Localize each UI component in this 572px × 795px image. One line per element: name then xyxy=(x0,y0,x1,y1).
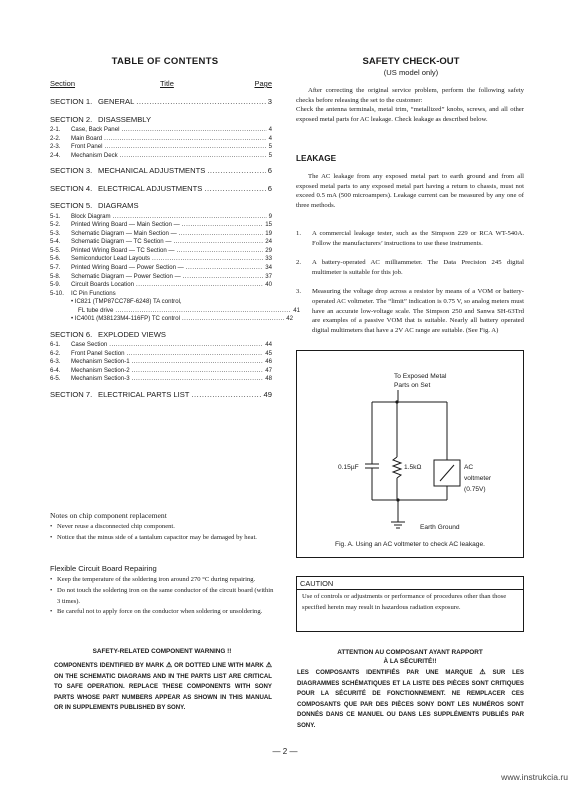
toc-number: SECTION 1. xyxy=(50,97,93,106)
toc-leader xyxy=(183,273,263,280)
toc-entry-title: Printed Wiring Board — TC Section — xyxy=(71,246,175,254)
toc-entry-title: Circuit Boards Location xyxy=(71,281,134,289)
toc-leader xyxy=(132,375,264,382)
toc-row xyxy=(50,221,272,228)
french-warning-text: SUR LES DIAGRAMMES SCHÉMATIQUES ET LA LISTE DES PIÈCES SONT CRITIQUES POUR LA SÉCURITÉ DE FONCTIONNEMENT. NE REMPLACER CES COMPOSANTS QUE PAR DES PIÈCES SONY DONT LES NUMÉROS SONT DONNÉS DANS CE MANUEL OU DANS LES SUPPLÉMENTS PUBLIÉS PAR SONY. xyxy=(297,669,524,729)
toc-number: SECTION 2. xyxy=(50,114,93,124)
method-text: A commercial leakage tester, such as the Simpson 229 or RCA WT-540A. Follow the manufacturers’ instructions to use these instruments. xyxy=(312,230,524,247)
toc-page: 3 xyxy=(267,97,272,106)
toc-entry-title: Mechanism Section-3 xyxy=(71,375,130,383)
toc-leader xyxy=(182,315,284,322)
toc-page: 9 xyxy=(268,212,272,220)
toc-entry-title: Mechanism Section-2 xyxy=(71,366,130,374)
resistor-label: 1.5kΩ xyxy=(404,464,422,471)
toc-number: 5-4. xyxy=(50,238,61,246)
toc-row xyxy=(50,358,272,365)
toc-number: SECTION 5. xyxy=(50,201,93,211)
safety-warning-text: COMPONENTS IDENTIFIED BY MARK xyxy=(54,662,166,669)
toc-page: 47 xyxy=(265,366,272,374)
toc-number: 5-7. xyxy=(50,263,61,271)
toc-leader xyxy=(179,230,264,237)
toc-row xyxy=(50,330,272,339)
toc-page: 37 xyxy=(265,272,272,280)
caution-text: Use of controls or adjustments or performance of procedures other than those specified herein may result in hazardous radiation exposure. xyxy=(302,593,507,611)
safety-warning-title: SAFETY-RELATED COMPONENT WARNING !! xyxy=(92,648,232,655)
toc-page: 5 xyxy=(268,143,272,151)
intro-paragraph: Check the antenna terminals, metal trim, “metallized” knobs, screws, and all other exposed metal parts for AC leakage. Check leakage as described below. xyxy=(296,106,524,123)
toc-number: 6-2. xyxy=(50,349,61,357)
toc-number: 5-10. xyxy=(50,289,64,297)
toc-page: 6 xyxy=(267,183,272,193)
leakage-methods xyxy=(296,229,524,345)
toc-row xyxy=(50,201,272,210)
toc-page: 46 xyxy=(265,358,272,366)
toc-number: SECTION 6. xyxy=(50,329,93,339)
safety-warning-text: OR DOTTED LINE WITH MARK xyxy=(172,662,266,669)
toc-entry-title: Schematic Diagram — Power Section — xyxy=(71,272,181,280)
toc-header-section: Section xyxy=(50,79,76,88)
toc-entry-title: • IC821 (TMP87CC78F-6248) TA control, xyxy=(71,298,182,306)
toc-page: 34 xyxy=(265,263,272,271)
toc-page: 41 xyxy=(293,306,300,314)
toc-row xyxy=(50,298,293,305)
toc-title: TABLE OF CONTENTS xyxy=(111,56,219,67)
toc-row xyxy=(50,126,272,133)
intro-paragraph: After correcting the original service problem, perform the following safety checks before releasing the set to the customer: xyxy=(296,87,524,104)
toc-page: 6 xyxy=(267,166,272,176)
toc-page: 40 xyxy=(265,281,272,289)
method-number: 2. xyxy=(296,259,302,267)
toc-entry-title: MECHANICAL ADJUSTMENTS xyxy=(98,166,206,176)
toc-entry-title: Printed Wiring Board — Power Section — xyxy=(71,263,184,271)
watermark: www.instrukcia.ru xyxy=(501,772,568,782)
toc-leader xyxy=(132,367,264,374)
warning-triangle-icon: ⚠ xyxy=(165,662,173,669)
method-text: Measuring the voltage drop across a resistor by means of a VOM or battery-operated AC voltmeter. The “limit” indication is 0.75 V, so analog meters must have an accurate low-voltage scale. The Simpson 250 and Sanwa SH-63Trd are examples of a passive VOM that is suitable. Nearly all battery operated digital multimeters that have a 2V AC range are suitable. (See Fig. A) xyxy=(312,288,524,334)
toc-leader xyxy=(191,390,261,399)
toc-row xyxy=(50,281,272,288)
chip-notes-list xyxy=(50,522,274,544)
list-item: • Do not touch the soldering iron on the same conductor of the circuit board (within 3 times). xyxy=(50,586,274,608)
list-item xyxy=(296,229,524,248)
toc-header-title: Title xyxy=(160,79,174,88)
toc-leader xyxy=(115,307,291,314)
french-warning-body xyxy=(297,668,524,732)
toc-leader xyxy=(204,184,265,193)
toc-entry-title: Semiconductor Lead Layouts xyxy=(71,255,150,263)
list-item: • Notice that the minus side of a tantalum capacitor may be damaged by heat. xyxy=(50,533,274,544)
toc-leader xyxy=(109,341,263,348)
toc-entry-title: EXPLODED VIEWS xyxy=(98,329,166,339)
toc-page: 45 xyxy=(265,349,272,357)
toc-entry-title: GENERAL xyxy=(98,97,135,106)
toc-page: 19 xyxy=(265,229,272,237)
toc-number: 2-1. xyxy=(50,126,61,133)
toc-entry-title: ELECTRICAL PARTS LIST xyxy=(98,389,190,399)
figure-a-schematic xyxy=(296,350,524,558)
toc-row xyxy=(50,213,272,220)
toc-leader xyxy=(207,166,265,175)
toc-number: SECTION 4. xyxy=(50,183,93,193)
toc-row xyxy=(50,166,272,175)
toc-row xyxy=(50,273,272,280)
toc-leader xyxy=(182,221,264,228)
toc-entry-title: Front Panel xyxy=(71,143,103,151)
toc-row xyxy=(50,367,272,374)
toc-number: 5-3. xyxy=(50,229,61,237)
toc-number: 5-6. xyxy=(50,255,61,263)
toc-number: 5-2. xyxy=(50,221,61,229)
toc-entry-title: DIAGRAMS xyxy=(98,201,139,211)
toc-row xyxy=(50,135,272,142)
toc-leader xyxy=(136,281,263,288)
toc-leader xyxy=(136,97,265,106)
toc-row xyxy=(50,315,293,322)
toc-page: 42 xyxy=(286,315,293,323)
toc-leader xyxy=(104,135,266,142)
toc-row xyxy=(50,97,272,106)
toc-row xyxy=(50,375,272,382)
toc-page: 24 xyxy=(265,238,272,246)
safety-checkout-intro xyxy=(296,86,524,124)
toc-leader xyxy=(127,350,264,357)
figure-label-top: Parts on Set xyxy=(394,382,431,389)
toc-number: 2-2. xyxy=(50,134,61,142)
toc-row xyxy=(50,238,272,245)
voltmeter-label: AC xyxy=(464,464,474,471)
leakage-intro: The AC leakage from any exposed metal part to earth ground and from all exposed metal parts to any exposed metal part having a return to chassis, must not exceed 0.5 mA (500 microampers). Leakage current can be measured by any one of three methods. xyxy=(296,173,524,209)
toc-row xyxy=(50,230,272,237)
toc-leader xyxy=(121,126,266,133)
toc-leader xyxy=(177,247,264,254)
toc-number: 5-1. xyxy=(50,212,61,220)
toc-number: 5-8. xyxy=(50,272,61,280)
toc-entry-title: ELECTRICAL ADJUSTMENTS xyxy=(98,183,203,193)
toc-entry-title: Printed Wiring Board — Main Section — xyxy=(71,221,180,229)
figure-label-top: To Exposed Metal xyxy=(394,373,447,380)
toc-leader xyxy=(152,255,263,262)
method-number: 3. xyxy=(296,288,302,296)
toc-page: 44 xyxy=(265,341,272,349)
list-item: • Be careful not to apply force on the conductor when soldering or unsoldering. xyxy=(50,607,274,618)
voltmeter-label: voltmeter xyxy=(464,475,492,482)
method-number: 1. xyxy=(296,230,302,237)
toc-entry-title: Schematic Diagram — Main Section — xyxy=(71,229,177,237)
toc-page: 33 xyxy=(265,255,272,263)
list-item xyxy=(296,258,524,277)
figure-caption: Fig. A. Using an AC voltmeter to check AC leakage. xyxy=(335,541,485,548)
toc-entry-title: Schematic Diagram — TC Section — xyxy=(71,238,172,246)
toc-row xyxy=(50,350,272,357)
toc-number: 6-1. xyxy=(50,341,61,349)
french-warning-title-line: ATTENTION AU COMPOSANT AYANT RAPPORT xyxy=(337,649,483,656)
toc-number: 2-3. xyxy=(50,143,61,151)
french-warning-text: LES COMPOSANTS IDENTIFIÉS PAR UNE MARQUE xyxy=(297,669,480,676)
leakage-title: LEAKAGE xyxy=(296,154,337,163)
method-text: A battery-operated AC milliammeter. The Data Precision 245 digital multimeter is suitable for this job. xyxy=(312,259,524,276)
toc-entry-title: Mechanism Deck xyxy=(71,151,118,159)
safety-checkout-subtitle: (US model only) xyxy=(383,68,439,77)
chip-notes-title: Notes on chip component replacement xyxy=(50,511,167,520)
toc-page: 48 xyxy=(265,375,272,383)
toc-page: 49 xyxy=(263,389,272,399)
toc-leader xyxy=(132,358,264,365)
toc-row xyxy=(50,143,272,150)
toc-number: 6-5. xyxy=(50,375,61,383)
flex-notes-list xyxy=(50,575,274,618)
toc-number: SECTION 3. xyxy=(50,166,93,176)
safety-warning-body xyxy=(54,661,272,714)
ground-label: Earth Ground xyxy=(420,524,460,531)
toc-leader xyxy=(120,152,267,159)
toc-row xyxy=(50,307,300,314)
toc-row xyxy=(50,255,272,262)
capacitor-label: 0.15µF xyxy=(338,464,359,471)
toc-row xyxy=(50,341,272,348)
toc-row xyxy=(50,152,272,159)
toc-page: 5 xyxy=(268,151,272,159)
toc-page: 4 xyxy=(268,134,272,142)
toc-row xyxy=(50,290,272,297)
toc-number: 6-4. xyxy=(50,366,61,374)
toc-number: 5-9. xyxy=(50,281,61,289)
toc-row xyxy=(50,115,272,124)
toc-entry-title: Main Board xyxy=(71,134,103,142)
toc-number: SECTION 7. xyxy=(50,389,93,399)
toc-page: 29 xyxy=(265,246,272,254)
page-number: — 2 — xyxy=(272,747,298,756)
safety-warning-text: ON THE SCHEMATIC DIAGRAMS AND IN THE PARTS LIST ARE CRITICAL TO SAFE OPERATION. REPLACE THESE COMPONENTS WITH SONY PARTS WHOSE PART NUMBERS APPEAR AS SHOWN IN THIS MANUAL OR IN SUPPLEMENTS PUBLISHED BY SONY. xyxy=(54,672,272,712)
caution-divider xyxy=(297,589,523,590)
toc-row xyxy=(50,390,272,399)
toc-row xyxy=(50,184,272,193)
toc-entry-title: Front Panel Section xyxy=(71,349,125,357)
flex-notes-title: Flexible Circuit Board Repairing xyxy=(50,564,157,573)
toc-number: 6-3. xyxy=(50,358,61,366)
voltmeter-label: (0.75V) xyxy=(464,486,486,493)
toc-leader xyxy=(105,143,267,150)
toc-row xyxy=(50,264,272,271)
french-warning-title-line: À LA SÉCURITÉ!! xyxy=(383,658,437,666)
warning-triangle-icon: ⚠ xyxy=(479,669,486,676)
toc-leader xyxy=(186,264,263,271)
toc-entry-title: DISASSEMBLY xyxy=(98,114,152,124)
toc-leader xyxy=(113,213,267,220)
caution-title: CAUTION xyxy=(300,579,334,588)
toc-page: 15 xyxy=(265,221,272,229)
toc-number: 2-4. xyxy=(50,151,61,159)
toc-entry-title: Case, Back Panel xyxy=(71,126,120,133)
toc-page: 4 xyxy=(268,126,272,133)
warning-triangle-icon: ⚠ xyxy=(265,662,272,669)
list-item: • Keep the temperature of the soldering iron around 270 °C during repairing. xyxy=(50,575,274,586)
toc-entry-title: Block Diagram xyxy=(71,212,111,220)
toc-entry-title: FL tube drive xyxy=(78,306,114,314)
list-item xyxy=(296,287,524,335)
toc-entry-title: • IC4001 (M38123M4-116FP) TC control xyxy=(71,315,180,323)
toc-leader xyxy=(173,238,263,245)
safety-checkout-title: SAFETY CHECK-OUT xyxy=(362,56,460,67)
toc-entry-title: IC Pin Functions xyxy=(71,289,116,297)
toc-entry-title: Case Section xyxy=(71,341,108,349)
toc-number: 5-5. xyxy=(50,246,61,254)
toc-header-page: Page xyxy=(254,79,272,88)
toc-entry-title: Mechanism Section-1 xyxy=(71,358,130,366)
french-warning-title xyxy=(296,648,524,667)
list-item: • Never reuse a disconnected chip component. xyxy=(50,522,274,533)
toc-row xyxy=(50,247,272,254)
